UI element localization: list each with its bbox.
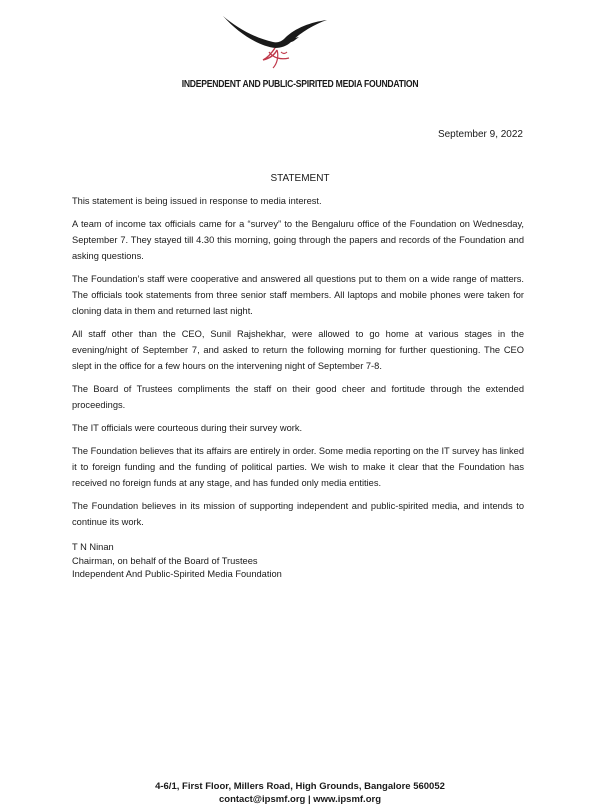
paragraph: The IT officials were courteous during their survey work. [72,423,303,433]
paragraph: This statement is being issued in response to media interest. [72,196,322,206]
signature-block [72,541,282,582]
paragraph: The Board of Trustees compliments the staff on their good cheer and fortitude through the extended proceedings. [72,384,524,410]
paragraph: All staff other than the CEO, Sunil Rajshekhar, were allowed to go home at various stages in the evening/night of September 7, and asked to return the following morning for further questioning. The CEO slept in the office for a few hours on the intervening night of September 7-8. [72,329,524,371]
statement-body [72,193,524,537]
paragraph: The Foundation believes in its mission of supporting independent and public-spirited media, and intends to continue its work. [72,501,524,527]
signatory-title: Chairman, on behalf of the Board of Trustees [72,555,258,566]
signatory-organization: Independent And Public-Spirited Media Foundation [72,569,282,579]
statement-heading: STATEMENT [270,173,330,184]
signatory-name: T N Ninan [72,542,114,552]
organization-name: INDEPENDENT AND PUBLIC-SPIRITED MEDIA FOUNDATION [181,78,419,90]
paragraph: The Foundation’s staff were cooperative and answered all questions put to them on a wide range of matters. The officials took statements from three senior staff members. All laptops and mobile phones were taken for cloning data in them and returned last night. [72,274,524,316]
dove-pen-logo-icon [215,8,335,72]
paragraph: The Foundation believes that its affairs are entirely in order. Some media reporting on the IT survey has linked it to foreign funding and the funding of political parties. We wish to make it clear that the Foundation has received no foreign funds at any stage, and has funded only media entities. [72,446,524,488]
footer [0,780,600,806]
footer-contact: contact@ipsmf.org | www.ipsmf.org [219,794,381,805]
footer-address: 4-6/1, First Floor, Millers Road, High Grounds, Bangalore 560052 [155,781,445,792]
paragraph: A team of income tax officials came for a “survey” to the Bengaluru office of the Foundation on Wednesday, September 7. They stayed till 4.30 this morning, going through the papers and records of the Foundation and asking questions. [72,219,524,261]
statement-date: September 9, 2022 [437,129,523,140]
